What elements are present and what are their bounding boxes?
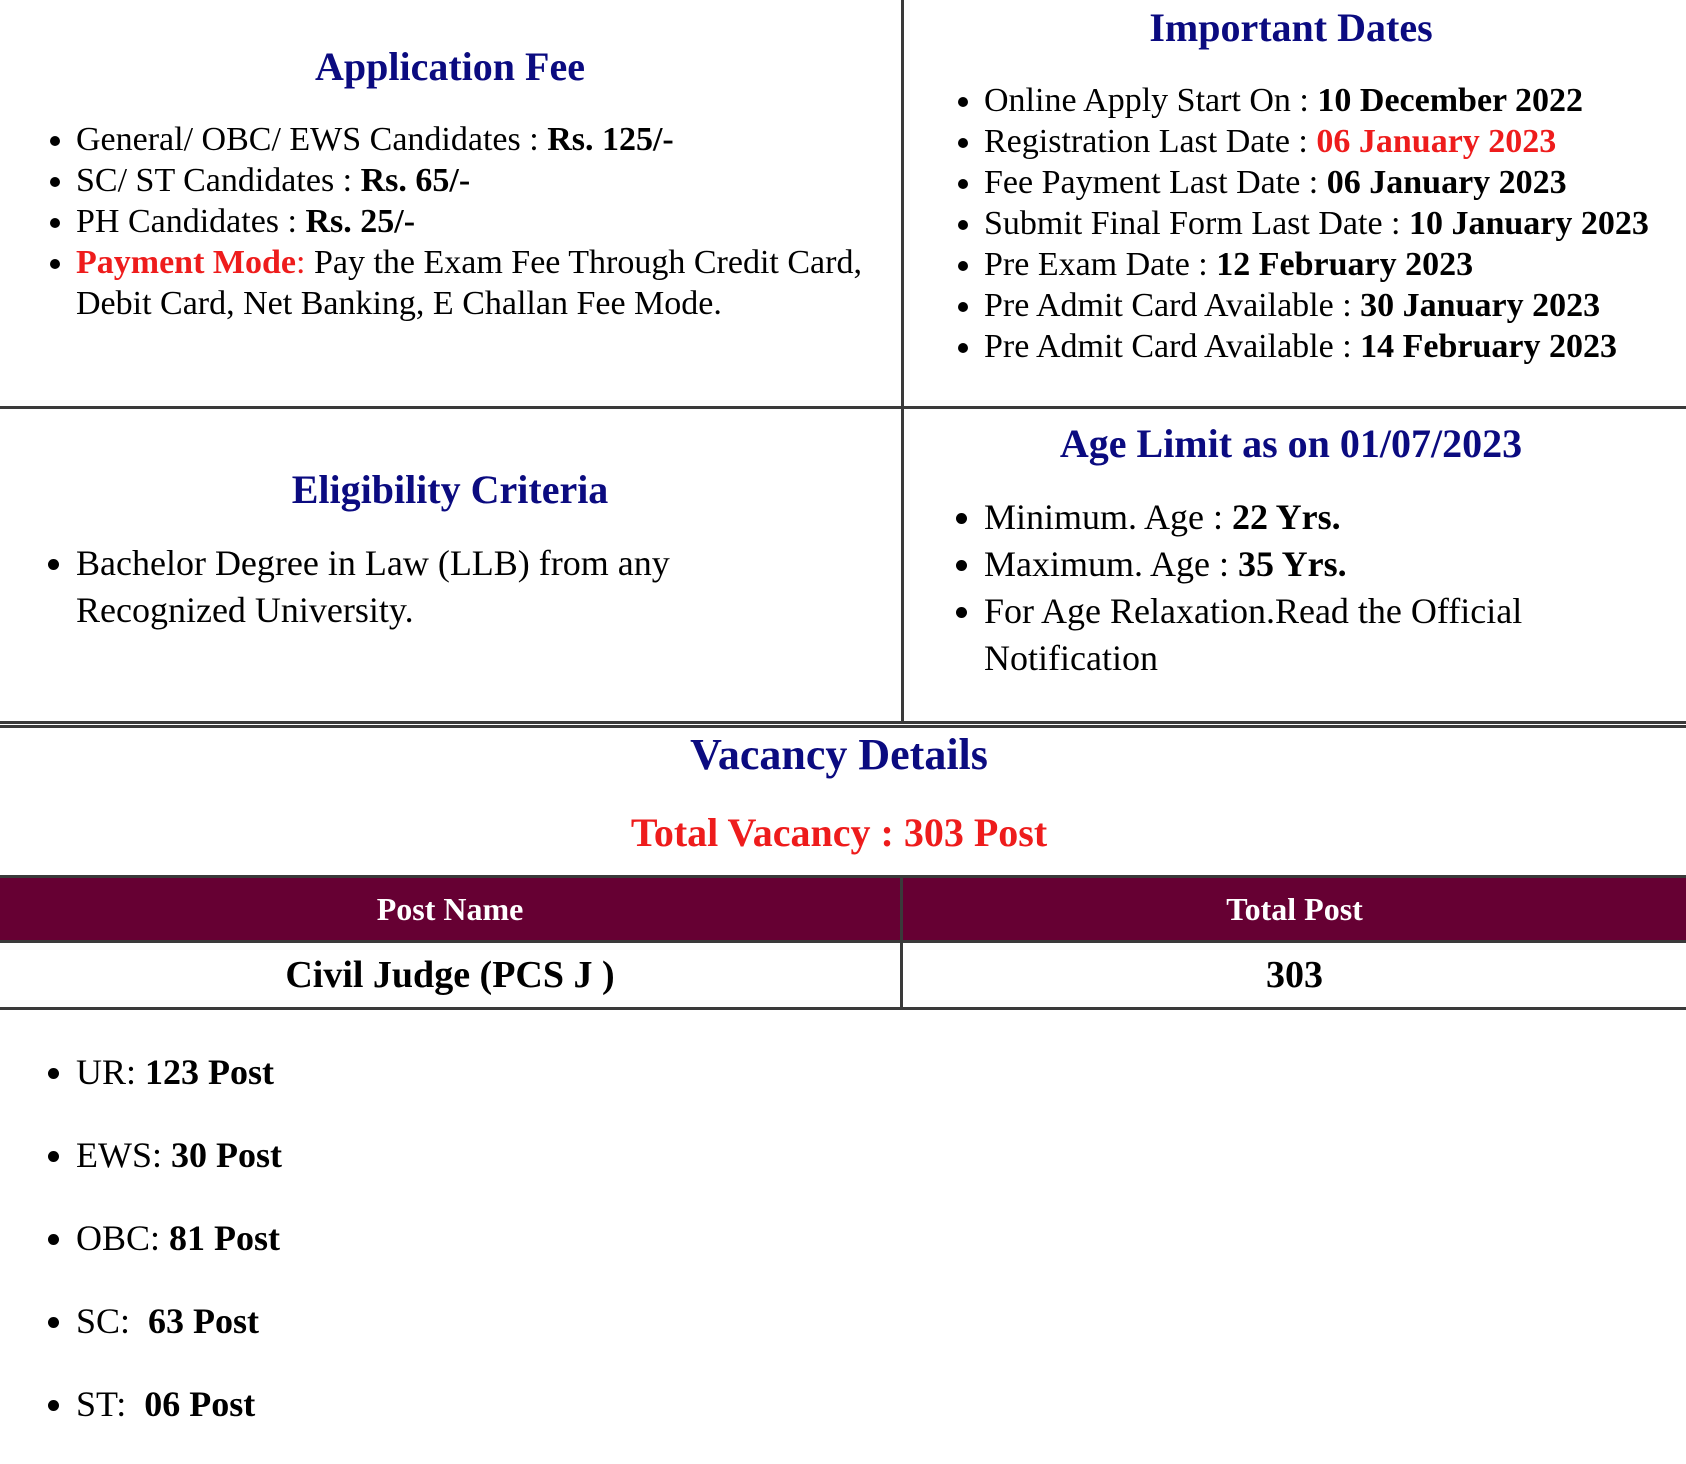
column-header-post-name: Post Name (376, 890, 524, 927)
date-label: Pre Admit Card Available : (984, 287, 1361, 324)
list-item: • Bachelor Degree in Law (LLB) from any Recognized University. (76, 540, 760, 634)
list-item (984, 494, 1596, 541)
list-item (984, 121, 1686, 162)
list-item (984, 203, 1686, 244)
row-divider (0, 406, 1686, 409)
age-limit-list (906, 494, 1686, 682)
category-label: UR: (76, 1052, 146, 1092)
list-item (984, 285, 1686, 326)
payment-mode-colon: : (296, 244, 306, 281)
table-border (0, 1007, 1686, 1010)
column-divider (901, 0, 904, 409)
column-header-total-post: Total Post (1226, 890, 1363, 927)
total-vacancy: Total Vacancy : 303 Post (630, 810, 1048, 856)
list-item (76, 1298, 900, 1345)
age-value: 22 Yrs. (1232, 497, 1341, 537)
category-breakdown (0, 1013, 900, 1464)
date-value: 14 February 2023 (1360, 328, 1618, 365)
vacancy-table-header (0, 878, 1686, 940)
fee-label: PH Candidates : (76, 203, 306, 240)
vacancy-heading: Vacancy Details (690, 730, 988, 779)
date-value: 10 December 2022 (1317, 82, 1584, 119)
list-item (76, 1381, 900, 1428)
category-value: 63 Post (148, 1301, 260, 1341)
category-label: EWS: (76, 1135, 171, 1175)
fee-label: SC/ ST Candidates : (76, 162, 361, 199)
list-item (984, 541, 1596, 588)
application-fee-section (0, 45, 900, 324)
category-label: SC: (76, 1301, 149, 1341)
fee-value: Rs. 25/- (305, 203, 416, 240)
row-divider (0, 721, 1686, 724)
list-item (76, 1132, 900, 1179)
date-label: Fee Payment Last Date : (984, 164, 1327, 201)
category-list (0, 1013, 900, 1464)
application-fee-list (0, 119, 900, 324)
list-item: • For Age Relaxation.Read the Official Notification (984, 588, 1596, 682)
date-value: 06 January 2023 (1316, 123, 1557, 160)
date-value: 10 January 2023 (1408, 205, 1649, 242)
list-item (76, 1215, 900, 1262)
date-value: 30 January 2023 (1360, 287, 1601, 324)
list-item (76, 1049, 900, 1096)
category-label: ST: (76, 1384, 145, 1424)
fee-value: Rs. 65/- (360, 162, 471, 199)
payment-mode-text: Pay the Exam Fee Through Credit Card, Debit Card, Net Banking, E Challan Fee Mode. (76, 244, 862, 322)
category-label: OBC: (76, 1218, 170, 1258)
list-item (76, 242, 900, 324)
fee-label: General/ OBC/ EWS Candidates : (76, 121, 548, 158)
category-value: 30 Post (171, 1135, 282, 1175)
list-item (76, 160, 900, 201)
list-item (984, 326, 1686, 367)
post-name-cell: Civil Judge (PCS J ) (285, 954, 615, 996)
row-divider (0, 725, 1686, 728)
list-item (984, 162, 1686, 203)
important-dates-heading: Important Dates (1149, 5, 1433, 50)
category-value: 123 Post (145, 1052, 275, 1092)
list-item (984, 244, 1686, 285)
date-label: Submit Final Form Last Date : (984, 205, 1409, 242)
date-value: 12 February 2023 (1216, 246, 1474, 283)
eligibility-list (0, 540, 900, 634)
total-post-cell: 303 (1266, 954, 1323, 996)
age-label: Minimum. Age : (984, 497, 1233, 537)
category-value: 06 Post (144, 1384, 256, 1424)
important-dates-section (906, 6, 1686, 367)
age-label: Maximum. Age : (984, 544, 1238, 584)
payment-mode-label: Payment Mode (76, 244, 297, 281)
age-limit-heading: Age Limit as on 01/07/2023 (1059, 421, 1523, 466)
date-label: Pre Exam Date : (984, 246, 1217, 283)
list-item (984, 80, 1686, 121)
eligibility-section (0, 468, 900, 634)
category-value: 81 Post (169, 1218, 281, 1258)
important-dates-list (906, 80, 1686, 367)
list-item (76, 201, 900, 242)
vacancy-section (0, 731, 1686, 855)
date-label: Pre Admit Card Available : (984, 328, 1361, 365)
age-limit-section (906, 422, 1686, 682)
list-item (76, 119, 900, 160)
age-value: 35 Yrs. (1238, 544, 1347, 584)
eligibility-heading: Eligibility Criteria (291, 467, 609, 512)
date-label: Online Apply Start On : (984, 82, 1318, 119)
date-label: Registration Last Date : (984, 123, 1317, 160)
fee-value: Rs. 125/- (547, 121, 674, 158)
table-row (0, 943, 1686, 1007)
application-fee-heading: Application Fee (315, 44, 585, 89)
date-value: 06 January 2023 (1326, 164, 1567, 201)
